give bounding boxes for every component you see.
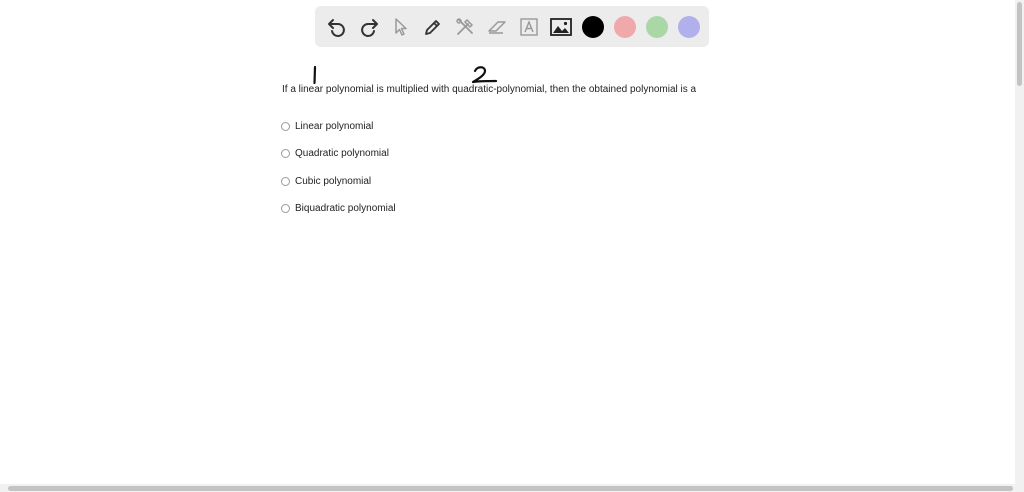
color-purple-button[interactable] bbox=[673, 11, 705, 43]
eraser-icon bbox=[486, 16, 508, 38]
image-button[interactable] bbox=[545, 11, 577, 43]
undo-button[interactable] bbox=[321, 11, 353, 43]
question-text: If a linear polynomial is multiplied with quadratic-polynomial, then the obtained polynomial is a bbox=[282, 84, 697, 95]
tools-icon bbox=[454, 16, 476, 38]
pointer-icon bbox=[390, 16, 412, 38]
option-cubic[interactable] bbox=[281, 176, 371, 187]
option-linear[interactable] bbox=[281, 121, 373, 132]
eraser-button[interactable] bbox=[481, 11, 513, 43]
horizontal-scrollbar[interactable] bbox=[0, 484, 1024, 492]
text-icon bbox=[518, 16, 540, 38]
option-quadratic[interactable] bbox=[281, 148, 389, 159]
vertical-scrollbar-thumb[interactable] bbox=[1017, 2, 1022, 86]
pen-button[interactable] bbox=[417, 11, 449, 43]
image-icon bbox=[549, 16, 573, 38]
pen-icon bbox=[422, 16, 444, 38]
drawing-toolbar bbox=[315, 6, 709, 47]
color-black-button[interactable] bbox=[577, 11, 609, 43]
undo-icon bbox=[326, 16, 348, 38]
text-button[interactable] bbox=[513, 11, 545, 43]
color-green-button[interactable] bbox=[641, 11, 673, 43]
color-swatch-green bbox=[646, 16, 668, 38]
redo-icon bbox=[358, 16, 380, 38]
handwritten-mark-1 bbox=[308, 64, 322, 86]
option-label: Cubic polynomial bbox=[295, 176, 372, 187]
color-pink-button[interactable] bbox=[609, 11, 641, 43]
redo-button[interactable] bbox=[353, 11, 385, 43]
option-label: Linear polynomial bbox=[295, 121, 374, 132]
pointer-button[interactable] bbox=[385, 11, 417, 43]
option-biquadratic[interactable] bbox=[281, 203, 396, 214]
radio-button[interactable] bbox=[281, 122, 290, 131]
color-swatch-purple bbox=[678, 16, 700, 38]
color-swatch-black bbox=[582, 16, 604, 38]
handwritten-mark-2 bbox=[469, 64, 501, 86]
option-label: Quadratic polynomial bbox=[295, 148, 389, 159]
horizontal-scrollbar-thumb[interactable] bbox=[8, 486, 1013, 491]
radio-button[interactable] bbox=[281, 204, 290, 213]
option-label: Biquadratic polynomial bbox=[295, 203, 396, 214]
vertical-scrollbar[interactable] bbox=[1015, 0, 1024, 484]
radio-button[interactable] bbox=[281, 149, 290, 158]
radio-button[interactable] bbox=[281, 177, 290, 186]
color-swatch-pink bbox=[614, 16, 636, 38]
tools-button[interactable] bbox=[449, 11, 481, 43]
